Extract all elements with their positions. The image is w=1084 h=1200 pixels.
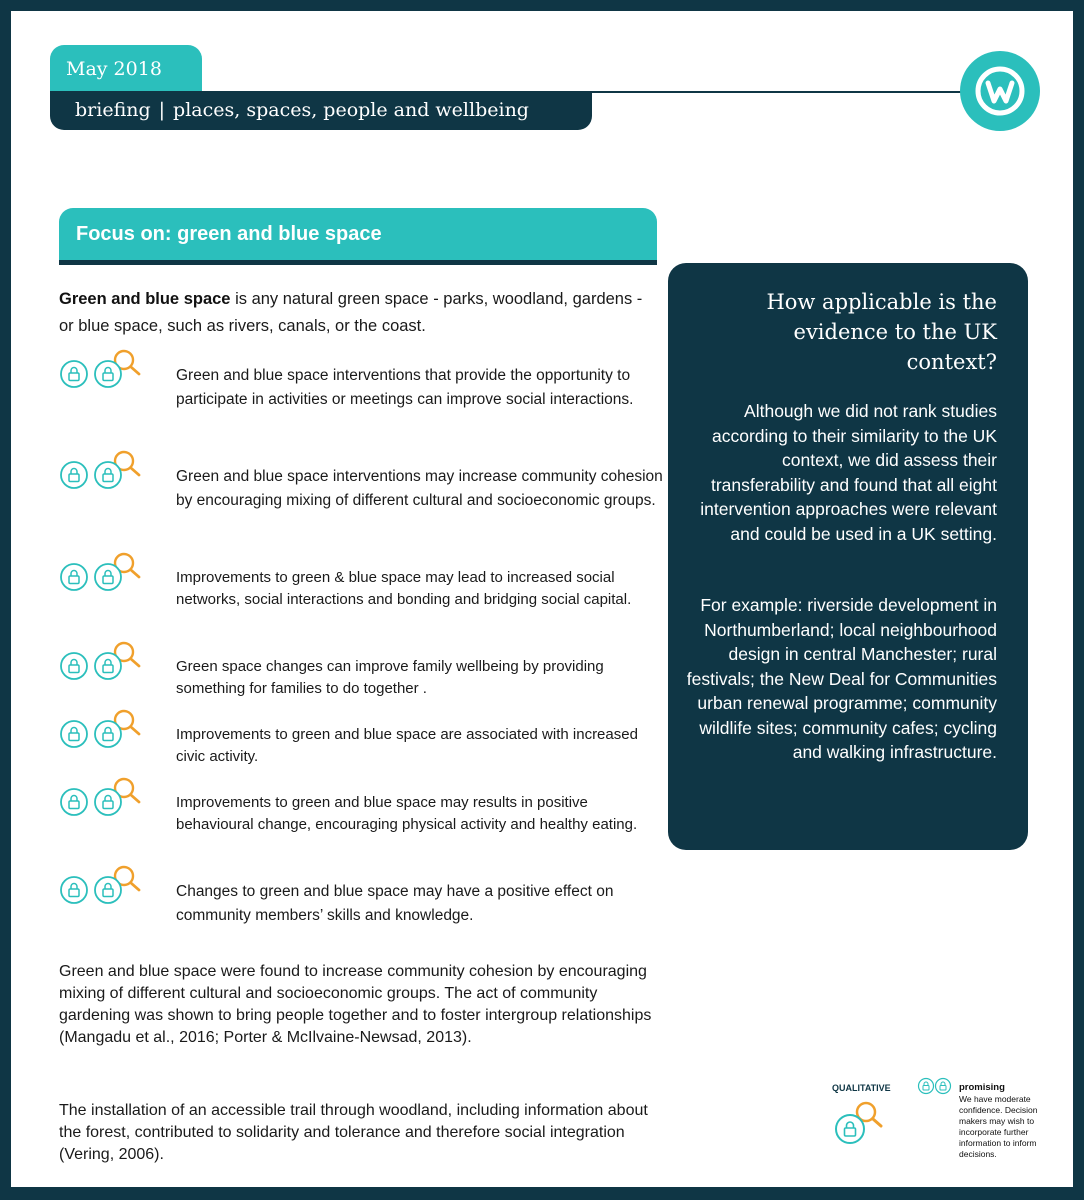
- evidence-strength-icons: [59, 449, 159, 499]
- finding-text: Green space changes can improve family wellbeing by providing something for families to do together .: [176, 658, 604, 697]
- focus-heading: Focus on: green and blue space: [59, 208, 657, 260]
- date-tab: May 2018: [50, 45, 202, 93]
- finding-text: Improvements to green and blue space may results in positive behavioural change, encouraging physical activity and healthy eating.: [176, 794, 638, 833]
- what-works-logo-icon: [960, 51, 1040, 131]
- uk-paragraph-2: For example: riverside development in Northumberland; local neighbourhood design in central Manchester; rural festivals; the New Deal for Communities urban renewal programme; community wildlife sites; community cafes; cycling and walking infrastructure.: [686, 595, 997, 762]
- body-paragraph-1: Green and blue space were found to increase community cohesion by encouraging mixing of different cultural and socioeconomic groups. The act of community gardening was shown to bring people together and to foster intergroup relationships (Mangadu et al., 2016; Porter & McIlvaine-Newsad, 2013).: [59, 963, 652, 1046]
- evidence-strength-icons: [59, 776, 159, 826]
- legend-promising-description: We have moderate confidence. Decision makers may wish to incorporate further information to inform decisions.: [959, 1094, 1038, 1159]
- evidence-strength-icons: [59, 640, 159, 690]
- header-rule: [592, 91, 962, 93]
- evidence-strength-icons: [59, 551, 159, 601]
- intro-text: [59, 286, 659, 340]
- briefing-page: [11, 11, 1073, 1187]
- evidence-strength-icons: [59, 708, 159, 758]
- body-paragraph-2: The installation of an accessible trail through woodland, including information about the forest, contributed to solidarity and tolerance and therefore social integration (Vering, 2006).: [59, 1102, 648, 1163]
- finding-text: Green and blue space interventions that provide the opportunity to participate in activities or meetings can improve social interactions.: [176, 367, 634, 408]
- briefing-label: briefing: [75, 99, 151, 121]
- uk-paragraph-1: Although we did not rank studies according to their similarity to the UK context, we did assess their transferability and found that all eight intervention approaches were relevant and could be used in a UK setting.: [700, 401, 997, 544]
- legend-qualitative-label: QUALITATIVE: [832, 1083, 891, 1093]
- finding-text: Green and blue space interventions may increase community cohesion by encouraging mixing of different cultural and socioeconomic groups.: [176, 468, 663, 509]
- evidence-strength-icons: [59, 864, 159, 914]
- uk-question-heading: How applicable is the evidence to the UK context?: [766, 290, 997, 374]
- intro-bold-term: Green and blue space: [59, 290, 231, 308]
- uk-applicability-box: [668, 263, 1028, 850]
- briefing-topic: places, spaces, people and wellbeing: [173, 99, 529, 121]
- legend-promising-label: promising: [959, 1082, 1005, 1093]
- intro-definition: is any natural green space - parks, woodland, gardens - or blue space, such as rivers, canals, or the coast.: [59, 290, 643, 335]
- focus-rule: [59, 260, 657, 265]
- legend-padlock-pair-icon: [917, 1077, 953, 1095]
- qualitative-magnifier-icon: [834, 1099, 894, 1147]
- finding-text: Improvements to green and blue space are associated with increased civic activity.: [176, 726, 638, 765]
- evidence-strength-icons: [59, 348, 159, 398]
- briefing-separator: |: [158, 99, 166, 121]
- finding-text: Changes to green and blue space may have a positive effect on community members’ skills and knowledge.: [176, 883, 614, 924]
- briefing-bar: [50, 91, 592, 130]
- finding-text: Improvements to green & blue space may lead to increased social networks, social interactions and bonding and bridging social capital.: [176, 569, 632, 608]
